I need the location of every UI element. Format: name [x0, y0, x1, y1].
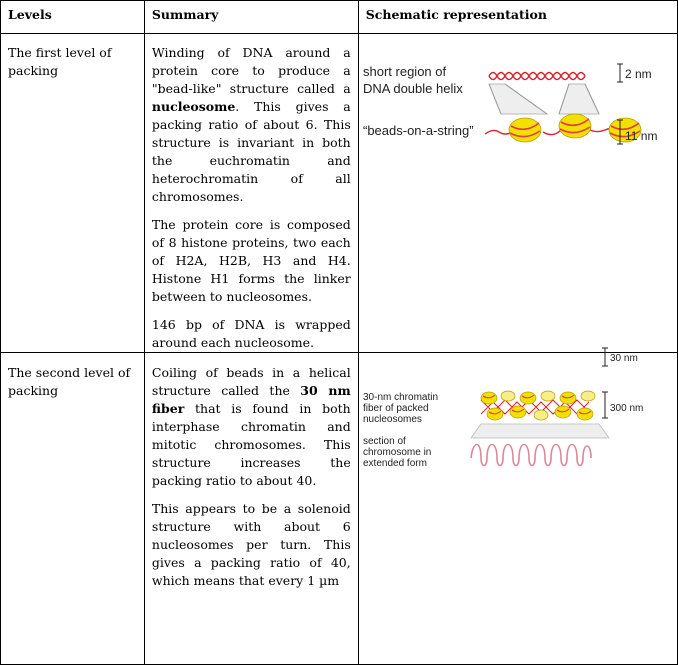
summary-paragraph: Coiling of beads in a helical structure called the 30 nm fiber that is found in both interphase chromatin and mitotic chromosomes. This structure increases the packing ratio to about 40.: [151, 365, 351, 488]
figure-label-dna-2: DNA double helix: [362, 81, 463, 96]
measure-2nm: 2 nm: [624, 66, 652, 81]
table-header-row: [1, 1, 678, 34]
header-levels: Levels: [1, 1, 145, 34]
level-label: The second level of packing: [8, 365, 131, 398]
measure-11nm: 11 nm: [624, 128, 657, 143]
header-schematic: Schematic representation: [358, 1, 677, 34]
figure-label-section-2: chromosome in: [362, 447, 432, 458]
measure-30nm: 30 nm: [609, 352, 638, 364]
figure-label-fiber-1: 30-nm chromatin: [362, 392, 438, 403]
extended-chromosome-icon: [471, 445, 591, 466]
figure-label-dna: short region of: [362, 64, 446, 79]
zoom-lines: [489, 84, 599, 114]
level-label: The first level of packing: [8, 45, 112, 78]
summary-paragraph: This appears to be a solenoid structure with about 6 nucleosomes per turn. This gives a packing ratio of 40, which means that every 1 µm: [151, 501, 351, 588]
header-summary: Summary: [144, 1, 358, 34]
summary-paragraph: Winding of DNA around a protein core to produce a "bead-like" structure called a nucleosome. This gives a packing ratio of about 6. This structure is invariant in both the euchromatin and heterochromatin of all chromosomes.: [151, 45, 351, 204]
figure-label-fiber-2: fiber of packed: [362, 403, 429, 414]
summary-paragraph: 146 bp of DNA is wrapped around each nucleosome.: [151, 317, 351, 350]
measure-labels-1: [616, 56, 676, 156]
zoom-connector: [471, 424, 609, 438]
figure-label-section-1: section of: [362, 436, 406, 447]
measure-labels-2: [601, 346, 661, 436]
figure-label-section-3: extended form: [362, 458, 427, 469]
term-nucleosome: nucleosome: [151, 99, 236, 114]
figure-label-fiber-3: nucleosomes: [362, 414, 422, 425]
summary-paragraph: The protein core is composed of 8 histone proteins, two each of H2A, H2B, H3 and H4. Histone H1 forms the linker between to nucleosomes.: [151, 217, 351, 304]
term-30nm-fiber: 30 nm fiber: [151, 383, 351, 416]
measure-300nm: 300 nm: [609, 402, 643, 414]
chromatin-fiber-icon: [481, 391, 595, 420]
double-helix-icon: [489, 73, 585, 80]
table-row: [1, 353, 678, 665]
figure-label-beads: “beads-on-a-string”: [362, 123, 474, 138]
table-row: [1, 34, 678, 353]
